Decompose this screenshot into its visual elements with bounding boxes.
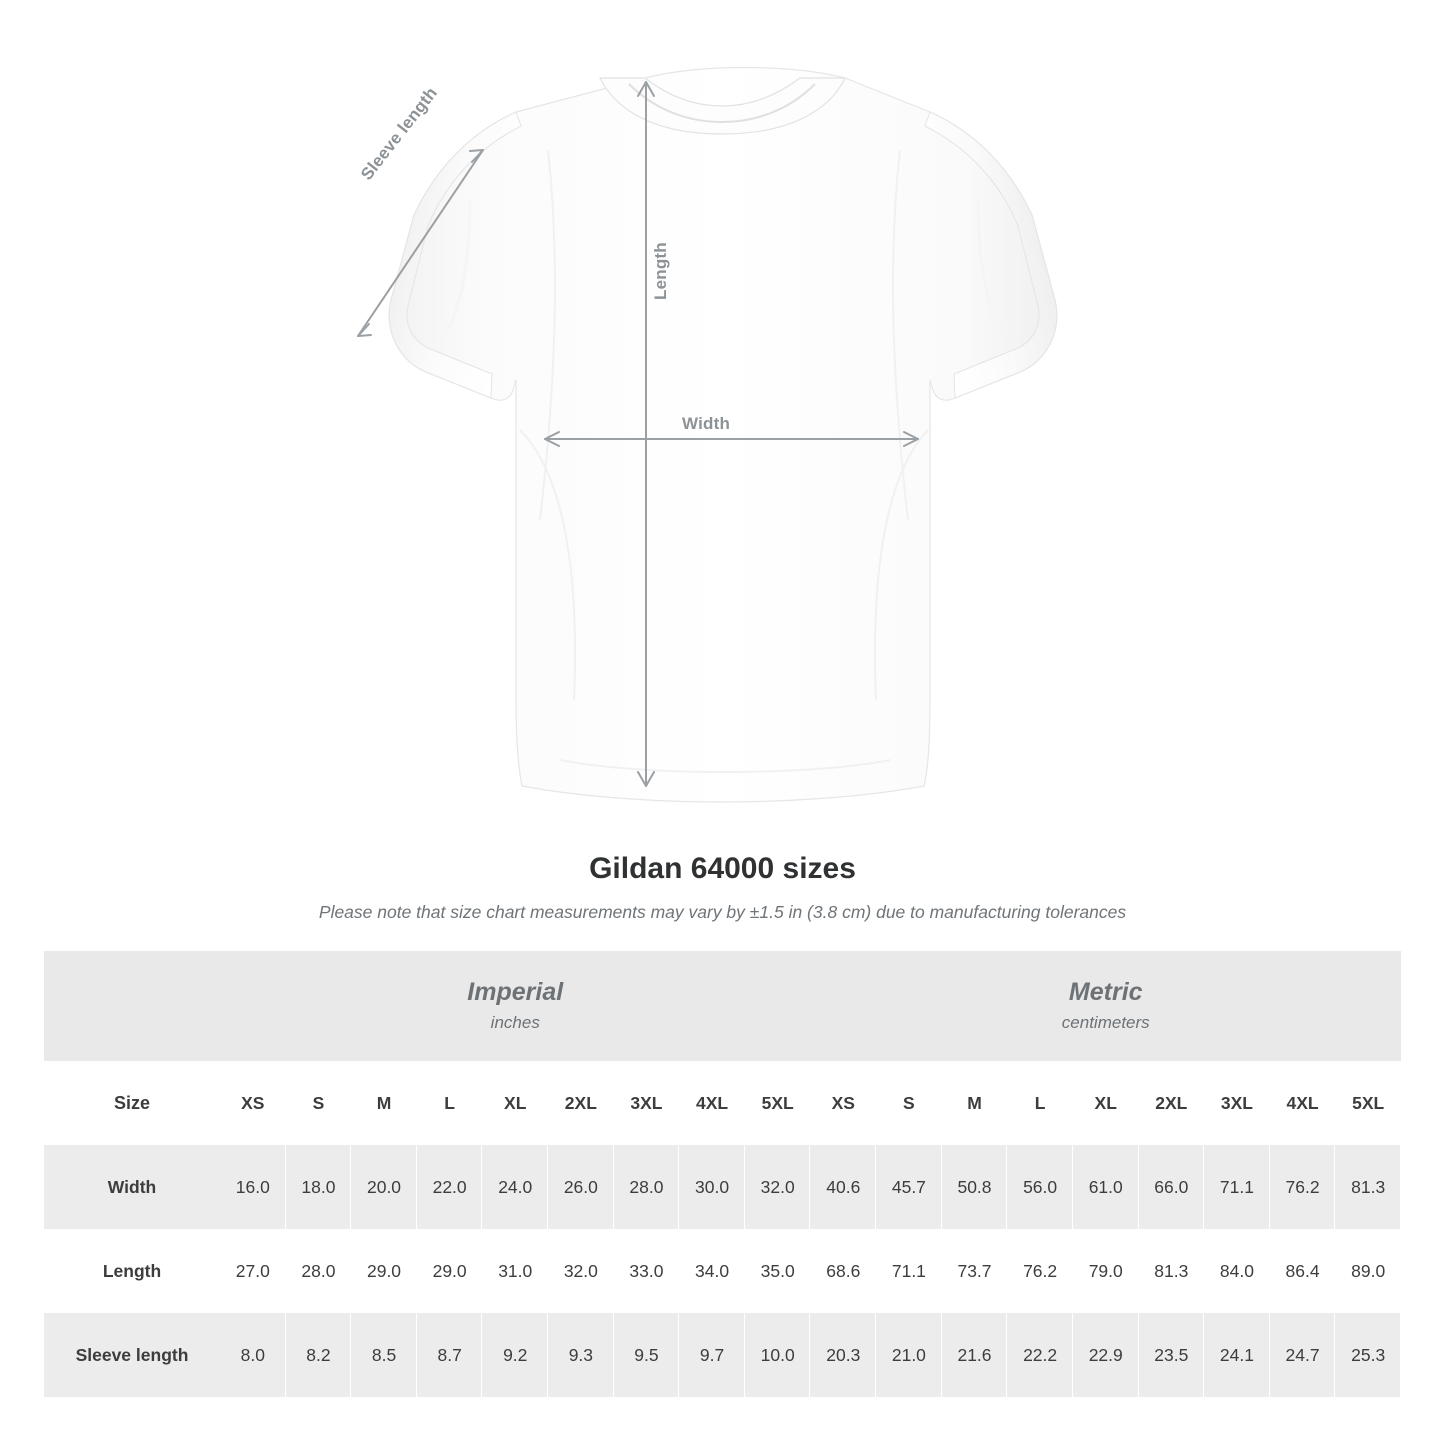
cell-width-metric-xl: 61.0 (1073, 1145, 1139, 1229)
cell-length-metric-xl: 79.0 (1073, 1229, 1139, 1313)
size-col-metric-3xl: 3XL (1204, 1061, 1270, 1145)
cell-length-imperial-xs: 27.0 (220, 1229, 286, 1313)
size-header-row (44, 1061, 1401, 1145)
unit-header-metric (810, 951, 1401, 1061)
size-col-metric-s: S (876, 1061, 942, 1145)
heading-block (0, 852, 1445, 923)
size-col-metric-xl: XL (1073, 1061, 1139, 1145)
cell-length-imperial-4xl: 34.0 (679, 1229, 745, 1313)
cell-sleeve-imperial-4xl: 9.7 (679, 1313, 745, 1397)
cell-width-metric-3xl: 71.1 (1204, 1145, 1270, 1229)
cell-width-metric-2xl: 66.0 (1139, 1145, 1205, 1229)
cell-sleeve-metric-5xl: 25.3 (1335, 1313, 1401, 1397)
cell-length-metric-3xl: 84.0 (1204, 1229, 1270, 1313)
cell-width-imperial-m: 20.0 (351, 1145, 417, 1229)
cell-sleeve-metric-s: 21.0 (876, 1313, 942, 1397)
unit-sub-metric: centimeters (1061, 1012, 1150, 1032)
unit-name-imperial: Imperial (467, 978, 564, 1007)
cell-length-metric-xs: 68.6 (810, 1229, 876, 1313)
cell-length-imperial-xl: 31.0 (482, 1229, 548, 1313)
size-col-imperial-5xl: 5XL (745, 1061, 811, 1145)
cell-sleeve-metric-3xl: 24.1 (1204, 1313, 1270, 1397)
cell-width-imperial-5xl: 32.0 (745, 1145, 811, 1229)
size-col-metric-4xl: 4XL (1270, 1061, 1336, 1145)
cell-width-metric-4xl: 76.2 (1270, 1145, 1336, 1229)
cell-sleeve-metric-xl: 22.9 (1073, 1313, 1139, 1397)
cell-length-metric-5xl: 89.0 (1335, 1229, 1401, 1313)
cell-sleeve-metric-xs: 20.3 (810, 1313, 876, 1397)
cell-sleeve-imperial-s: 8.2 (286, 1313, 352, 1397)
cell-sleeve-imperial-l: 8.7 (417, 1313, 483, 1397)
tolerance-note: Please note that size chart measurements may vary by ±1.5 in (3.8 cm) due to manufacturing tolerances (318, 902, 1127, 922)
unit-name-metric: Metric (1068, 978, 1143, 1007)
size-col-imperial-m: M (351, 1061, 417, 1145)
size-col-imperial-3xl: 3XL (614, 1061, 680, 1145)
size-col-metric-2xl: 2XL (1139, 1061, 1205, 1145)
row-header-size: Size (44, 1061, 220, 1145)
size-col-imperial-l: L (417, 1061, 483, 1145)
table-row (44, 1145, 1401, 1229)
cell-width-imperial-4xl: 30.0 (679, 1145, 745, 1229)
size-chart-table-wrapper (44, 951, 1401, 1397)
size-col-metric-m: M (942, 1061, 1008, 1145)
cell-width-imperial-xs: 16.0 (220, 1145, 286, 1229)
cell-width-metric-m: 50.8 (942, 1145, 1008, 1229)
cell-sleeve-metric-l: 22.2 (1007, 1313, 1073, 1397)
row-label-length: Length (44, 1229, 220, 1313)
cell-sleeve-metric-2xl: 23.5 (1139, 1313, 1205, 1397)
cell-sleeve-imperial-3xl: 9.5 (614, 1313, 680, 1397)
page-title: Gildan 64000 sizes (589, 852, 856, 885)
unit-row-spacer (44, 951, 220, 1061)
table-row (44, 1229, 1401, 1313)
cell-width-metric-xs: 40.6 (810, 1145, 876, 1229)
unit-header-imperial (220, 951, 810, 1061)
cell-width-metric-5xl: 81.3 (1335, 1145, 1401, 1229)
unit-sub-imperial: inches (490, 1012, 540, 1032)
cell-length-metric-l: 76.2 (1007, 1229, 1073, 1313)
width-label: Width (682, 414, 731, 433)
cell-sleeve-imperial-5xl: 10.0 (745, 1313, 811, 1397)
size-col-imperial-4xl: 4XL (679, 1061, 745, 1145)
size-col-imperial-xl: XL (482, 1061, 548, 1145)
cell-length-imperial-s: 28.0 (286, 1229, 352, 1313)
cell-length-metric-4xl: 86.4 (1270, 1229, 1336, 1313)
cell-length-imperial-3xl: 33.0 (614, 1229, 680, 1313)
cell-sleeve-imperial-m: 8.5 (351, 1313, 417, 1397)
cell-width-imperial-s: 18.0 (286, 1145, 352, 1229)
unit-header-row (44, 951, 1401, 1061)
size-chart-table (44, 951, 1401, 1397)
cell-width-imperial-xl: 24.0 (482, 1145, 548, 1229)
size-col-metric-5xl: 5XL (1335, 1061, 1401, 1145)
size-col-imperial-2xl: 2XL (548, 1061, 614, 1145)
cell-width-imperial-l: 22.0 (417, 1145, 483, 1229)
size-col-imperial-s: S (286, 1061, 352, 1145)
row-label-width: Width (44, 1145, 220, 1229)
size-col-imperial-xs: XS (220, 1061, 286, 1145)
cell-sleeve-imperial-xs: 8.0 (220, 1313, 286, 1397)
cell-length-imperial-5xl: 35.0 (745, 1229, 811, 1313)
cell-width-imperial-2xl: 26.0 (548, 1145, 614, 1229)
cell-sleeve-imperial-xl: 9.2 (482, 1313, 548, 1397)
cell-length-metric-s: 71.1 (876, 1229, 942, 1313)
size-col-metric-xs: XS (810, 1061, 876, 1145)
cell-sleeve-metric-m: 21.6 (942, 1313, 1008, 1397)
cell-width-metric-l: 56.0 (1007, 1145, 1073, 1229)
cell-width-imperial-3xl: 28.0 (614, 1145, 680, 1229)
cell-width-metric-s: 45.7 (876, 1145, 942, 1229)
cell-length-metric-2xl: 81.3 (1139, 1229, 1205, 1313)
row-label-sleeve-length: Sleeve length (44, 1313, 220, 1397)
cell-length-imperial-2xl: 32.0 (548, 1229, 614, 1313)
length-label: Length (651, 242, 670, 300)
size-col-metric-l: L (1007, 1061, 1073, 1145)
sleeve-length-label: Sleeve length (357, 83, 442, 184)
cell-length-metric-m: 73.7 (942, 1229, 1008, 1313)
cell-length-imperial-m: 29.0 (351, 1229, 417, 1313)
table-row (44, 1313, 1401, 1397)
cell-sleeve-metric-4xl: 24.7 (1270, 1313, 1336, 1397)
cell-length-imperial-l: 29.0 (417, 1229, 483, 1313)
cell-sleeve-imperial-2xl: 9.3 (548, 1313, 614, 1397)
